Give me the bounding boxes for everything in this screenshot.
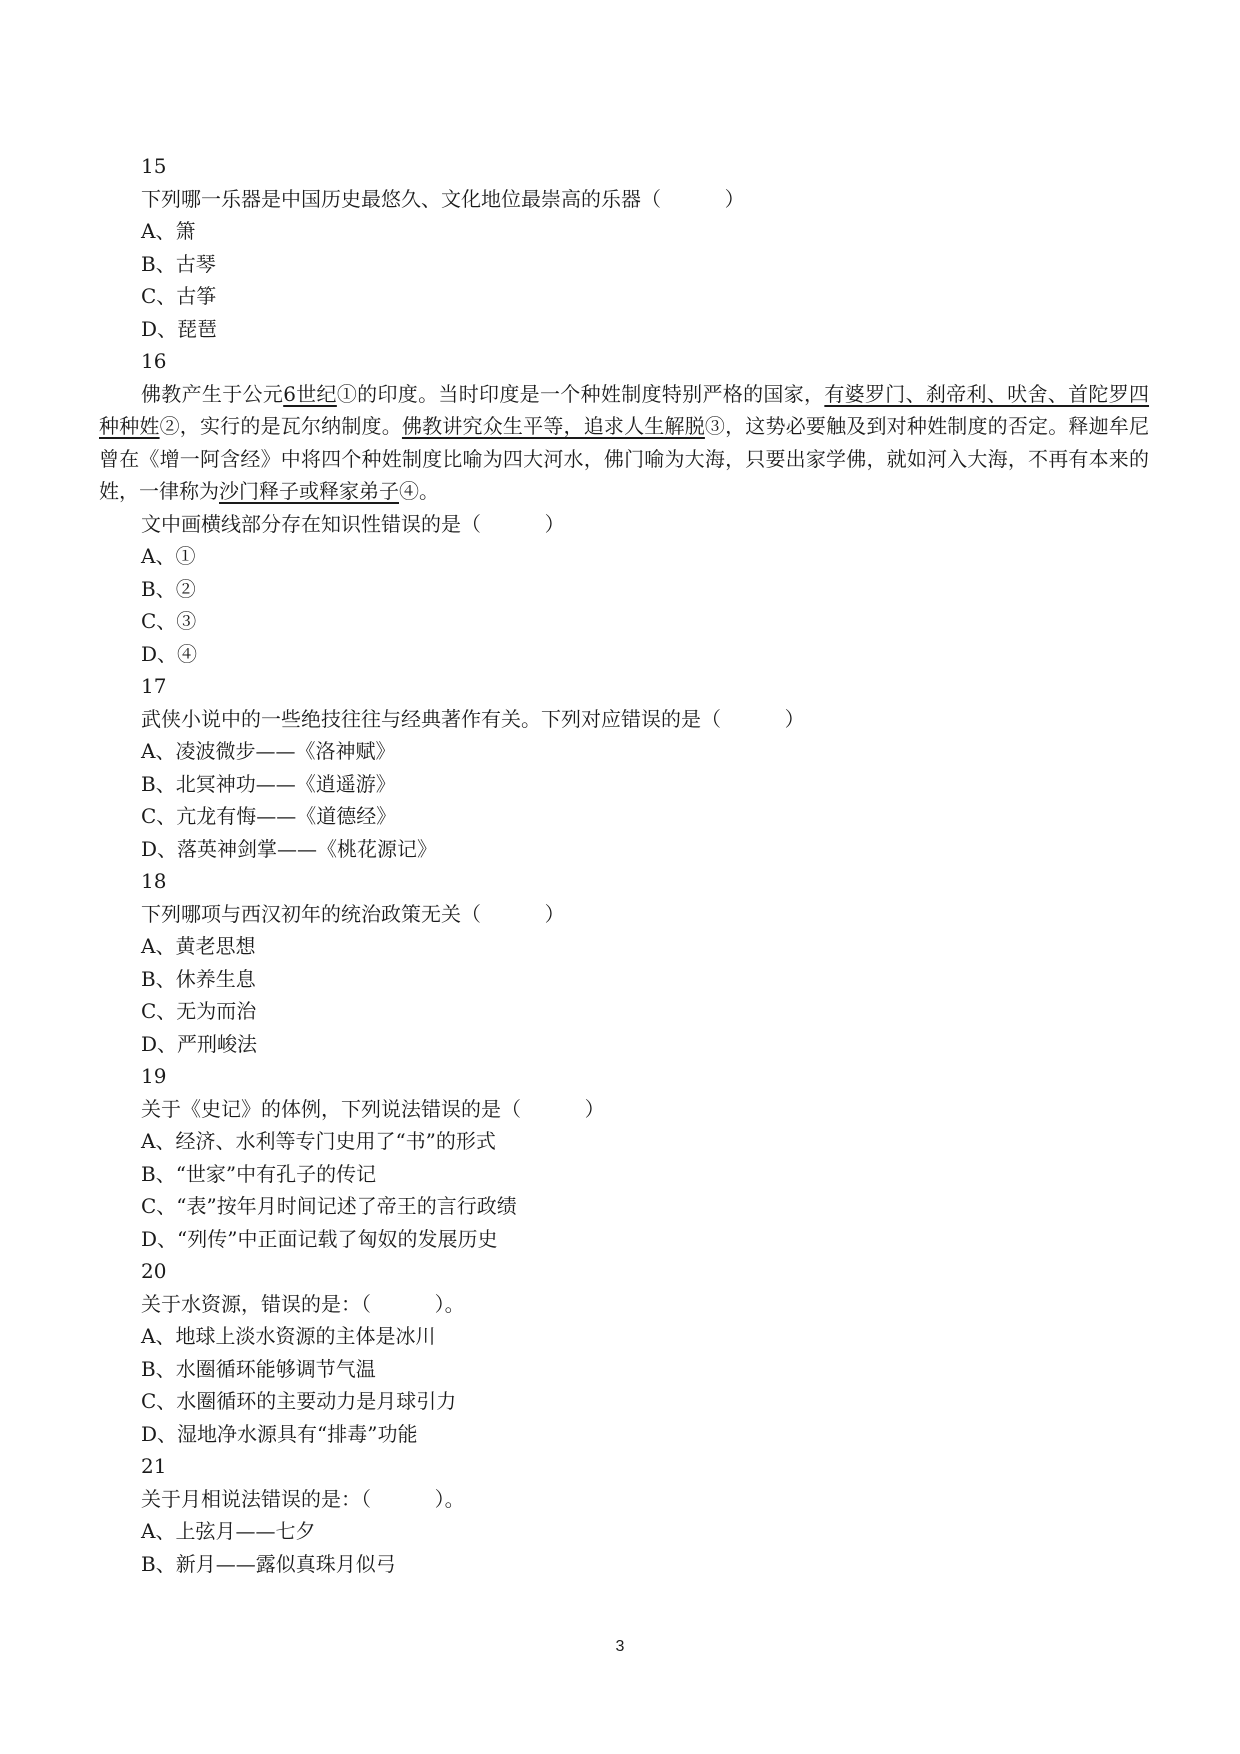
option-b: B、水圈循环能够调节气温 [141, 1356, 376, 1381]
underlined-segment-2: 有婆罗门、刹帝利、吠舍、首陀罗四种种姓 [99, 381, 1150, 438]
question-stem: 关于月相说法错误的是：（ ）。 [141, 1486, 465, 1511]
underlined-segment-3: 佛教讲究众生平等，追求人生解脱 [401, 414, 705, 438]
passage-text: ③，这势必要触及到对种姓制度的否定。释迦牟尼曾在《增一阿含经》中将四个种姓制度比喻为四大河水，佛门喻为大海，只要出家学佛，就如河入大海，不再有本来的姓，一律称为 [99, 414, 1150, 503]
option-d: D、严刑峻法 [141, 1031, 258, 1056]
option-a: A、地球上淡水资源的主体是冰川 [141, 1324, 436, 1348]
question-stem: 下列哪项与西汉初年的统治政策无关（ ） [141, 901, 565, 926]
question-stem: 关于水资源，错误的是：（ ）。 [141, 1291, 465, 1316]
question-number: 16 [141, 349, 167, 373]
question-number: 15 [141, 154, 167, 178]
question-stem: 关于《史记》的体例，下列说法错误的是（ ） [141, 1096, 605, 1121]
option-b: B、休养生息 [141, 966, 256, 991]
option-c: C、水圈循环的主要动力是月球引力 [141, 1389, 457, 1413]
option-d: D、④ [141, 641, 198, 666]
question-passage [99, 378, 1149, 508]
option-b: B、古琴 [141, 251, 216, 276]
option-d: D、落英神剑掌——《桃花源记》 [141, 836, 438, 861]
question-stem: 文中画横线部分存在知识性错误的是（ ） [141, 511, 565, 536]
passage-text: 佛教产生于公元 [141, 381, 284, 406]
option-c: C、古筝 [141, 284, 217, 308]
option-d: D、琵琶 [141, 316, 218, 341]
option-c: C、无为而治 [141, 999, 257, 1023]
option-d: D、“列传”中正面记载了匈奴的发展历史 [141, 1226, 498, 1251]
question-number: 17 [141, 674, 167, 698]
underlined-segment-1: 6世纪 [283, 381, 337, 406]
question-stem: 武侠小说中的一些绝技往往与经典著作有关。下列对应错误的是（ ） [141, 706, 805, 731]
option-a: A、上弦月——七夕 [141, 1519, 316, 1543]
option-b: B、新月——露似真珠月似弓 [141, 1551, 396, 1576]
option-a: A、黄老思想 [141, 934, 256, 958]
passage-text: ④。 [399, 479, 439, 503]
option-c: C、亢龙有悔——《道德经》 [141, 804, 397, 828]
option-b: B、北冥神功——《逍遥游》 [141, 771, 396, 796]
option-b: B、② [141, 576, 196, 601]
question-number: 20 [141, 1259, 167, 1283]
option-c: C、“表”按年月时间记述了帝王的言行政绩 [141, 1194, 517, 1218]
question-stem: 下列哪一乐器是中国历史最悠久、文化地位最崇高的乐器（ ） [141, 186, 745, 211]
page-number: 3 [615, 1638, 625, 1655]
option-d: D、湿地净水源具有“排毒”功能 [141, 1421, 418, 1446]
document-body [99, 150, 1149, 1580]
option-a: A、① [141, 544, 196, 568]
option-a: A、凌波微步——《洛神赋》 [141, 739, 396, 763]
option-a: A、箫 [141, 219, 196, 243]
question-number: 18 [141, 869, 167, 893]
option-a: A、经济、水利等专门史用了“书”的形式 [141, 1129, 496, 1153]
question-number: 19 [141, 1064, 167, 1088]
question-number: 21 [141, 1454, 167, 1478]
option-b: B、“世家”中有孔子的传记 [141, 1161, 377, 1186]
underlined-segment-4: 沙门释子或释家弟子 [219, 479, 399, 503]
option-c: C、③ [141, 609, 197, 633]
passage-text: ①的印度。当时印度是一个种姓制度特别严格的国家， [336, 381, 825, 406]
passage-text: ②，实行的是瓦尔纳制度。 [159, 414, 402, 438]
